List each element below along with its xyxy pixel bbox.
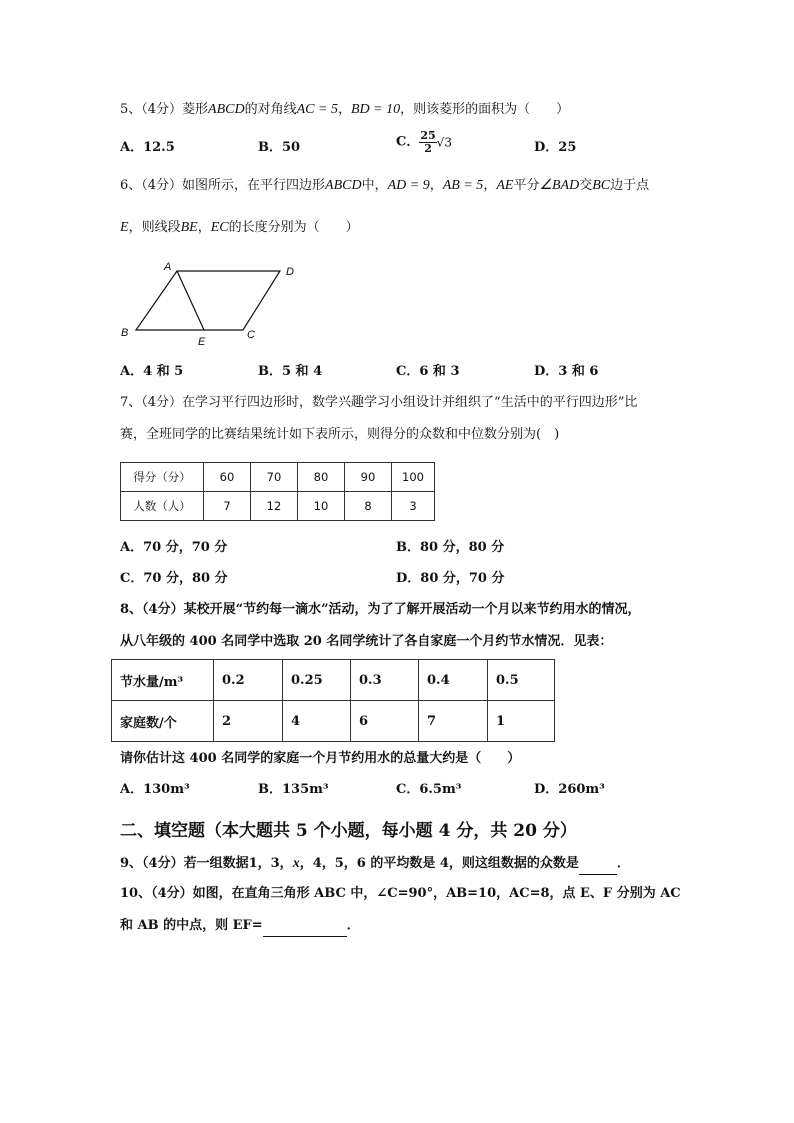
q8-option-a[interactable]: A．130m³ xyxy=(120,782,190,797)
table-cell: 4 xyxy=(283,701,351,742)
q5-ac: AC = 5 xyxy=(296,102,338,117)
label-a: A xyxy=(164,261,172,273)
q6-line2-mid: ，则线段 xyxy=(128,220,181,235)
q6-e: E xyxy=(120,220,129,235)
q6-ab: AB = 5 xyxy=(442,178,484,193)
table-cell: 0.2 xyxy=(214,660,283,701)
q6-option-d[interactable]: D．3 和 6 xyxy=(534,364,599,379)
q8-water-table xyxy=(111,659,555,742)
q7-option-b[interactable]: B．80 分，80 分 xyxy=(396,540,505,555)
table-cell: 2 xyxy=(214,701,283,742)
table-cell: 8 xyxy=(345,492,392,521)
q5-option-a[interactable]: A．12.5 xyxy=(120,140,175,155)
table-cell: 节水量/m³ xyxy=(112,660,214,701)
q10-stem-line1: 10、（4分）如图，在直角三角形 ABC 中，∠C=90°，AB=10，AC=8，点 E、F 分别为 AC xyxy=(120,886,681,901)
q6-ad: AD = 9 xyxy=(387,178,430,193)
table-cell: 80 xyxy=(298,463,345,492)
q6-parallelogram-figure xyxy=(115,258,315,350)
table-row xyxy=(112,701,555,742)
q6-ec: EC xyxy=(210,220,229,235)
q7-stem-line2: 赛，全班同学的比赛结果统计如下表所示，则得分的众数和中位数分别为( ) xyxy=(120,427,560,442)
table-cell: 70 xyxy=(251,463,298,492)
q7-score-table xyxy=(120,462,435,521)
q6-shape: ABCD xyxy=(325,178,362,193)
q7-stem-line1: 7、（4分）在学习平行四边形时，数学兴趣学习小组设计并组织了“生活中的平行四边形”比 xyxy=(120,395,638,410)
q5-c-den: 2 xyxy=(424,142,432,155)
q10-end: ． xyxy=(346,918,360,933)
q5-prefix: 5、（4分）菱形 xyxy=(120,102,209,117)
segment-ae xyxy=(177,271,204,330)
parallelogram-abcd xyxy=(136,271,280,330)
q9-x: x xyxy=(292,856,300,871)
table-row xyxy=(121,492,435,521)
q10-prefix: 和 AB 的中点，则 EF= xyxy=(120,918,263,933)
q6-stem-line2 xyxy=(120,218,359,238)
table-row xyxy=(121,463,435,492)
q8-option-d[interactable]: D．260m³ xyxy=(534,782,605,797)
q6-ae: AE xyxy=(496,178,514,193)
q6-option-a[interactable]: A．4 和 5 xyxy=(120,364,184,379)
q5-option-c-fraction xyxy=(419,130,436,155)
table-cell: 7 xyxy=(204,492,251,521)
label-e: E xyxy=(198,336,206,348)
q6-intersect: 交 xyxy=(579,178,593,193)
q8-stem-line2: 从八年级的 400 名同学中选取 20 名同学统计了各自家庭一个月约节水情况．见表： xyxy=(120,634,613,649)
section-fill-in-heading: 二、填空题（本大题共 5 个小题，每小题 4 分，共 20 分） xyxy=(120,821,577,841)
table-cell: 6 xyxy=(351,701,419,742)
table-cell: 0.4 xyxy=(419,660,488,701)
q6-bc: BC xyxy=(592,178,611,193)
q8-stem-line1: 8、（4分）某校开展“节约每一滴水”活动，为了了解开展活动一个月以来节约用水的情况， xyxy=(120,602,641,617)
table-cell: 人数（人） xyxy=(121,492,204,521)
q7-option-d[interactable]: D．80 分，70 分 xyxy=(396,571,505,586)
q9-end: ． xyxy=(616,856,630,871)
q6-comma2: ， xyxy=(483,178,497,193)
q5-mid: 的对角线 xyxy=(244,102,297,117)
q8-stem-line3: 请你估计这 400 名同学的家庭一个月节约用水的总量大约是（ ） xyxy=(120,751,521,766)
q9-answer-blank[interactable] xyxy=(579,854,617,875)
q5-option-c-label: C． xyxy=(396,134,420,150)
q9-suffix: ，4，5，6 的平均数是 4，则这组数据的众数是 xyxy=(299,856,579,871)
table-cell: 得分（分） xyxy=(121,463,204,492)
q5-option-d[interactable]: D．25 xyxy=(534,140,577,155)
q6-line2-end: 的长度分别为（ ） xyxy=(228,220,359,235)
q10-answer-blank[interactable] xyxy=(263,916,347,937)
table-cell: 家庭数/个 xyxy=(112,701,214,742)
q9-prefix: 9、（4分）若一组数据1，3， xyxy=(120,856,293,871)
table-cell: 0.3 xyxy=(351,660,419,701)
q5-bd: BD = 10 xyxy=(350,102,401,117)
q6-end1: 边于点 xyxy=(610,178,650,193)
table-row xyxy=(112,660,555,701)
q6-comma1: ， xyxy=(429,178,443,193)
q9-stem xyxy=(120,854,630,875)
table-cell: 90 xyxy=(345,463,392,492)
q5-option-b[interactable]: B．50 xyxy=(258,140,301,155)
q6-mid: 中， xyxy=(361,178,388,193)
q5-stem xyxy=(120,100,569,120)
table-cell: 60 xyxy=(204,463,251,492)
q5-c-num: 25 xyxy=(420,129,436,142)
q6-prefix: 6、（4分）如图所示，在平行四边形 xyxy=(120,178,326,193)
table-cell: 0.25 xyxy=(283,660,351,701)
label-d: D xyxy=(286,266,294,278)
q6-option-b[interactable]: B．5 和 4 xyxy=(258,364,323,379)
table-cell: 1 xyxy=(488,701,555,742)
label-b: B xyxy=(121,327,129,339)
table-cell: 7 xyxy=(419,701,488,742)
q8-option-b[interactable]: B．135m³ xyxy=(258,782,329,797)
q8-option-c[interactable]: C．6.5m³ xyxy=(396,782,462,797)
label-c: C xyxy=(247,329,255,341)
q7-option-c[interactable]: C．70 分，80 分 xyxy=(120,571,228,586)
table-cell: 12 xyxy=(251,492,298,521)
q6-comma3: ， xyxy=(197,220,211,235)
q10-stem-line2 xyxy=(120,916,360,937)
q6-be: BE xyxy=(180,220,198,235)
table-cell: 0.5 xyxy=(488,660,555,701)
q7-option-a[interactable]: A．70 分，70 分 xyxy=(120,540,228,555)
q5-comma: ， xyxy=(337,102,351,117)
table-cell: 100 xyxy=(392,463,435,492)
q5-shape: ABCD xyxy=(208,102,245,117)
q5-c-root: √3 xyxy=(436,135,452,150)
q6-stem-line1 xyxy=(120,176,649,196)
table-cell: 10 xyxy=(298,492,345,521)
q6-option-c[interactable]: C．6 和 3 xyxy=(396,364,460,379)
q6-bisect: 平分 xyxy=(513,178,540,193)
table-cell: 3 xyxy=(392,492,435,521)
q6-angle: ∠BAD xyxy=(539,178,580,193)
q5-option-c[interactable] xyxy=(396,130,452,155)
q5-suffix: ，则该菱形的面积为（ ） xyxy=(400,102,570,117)
